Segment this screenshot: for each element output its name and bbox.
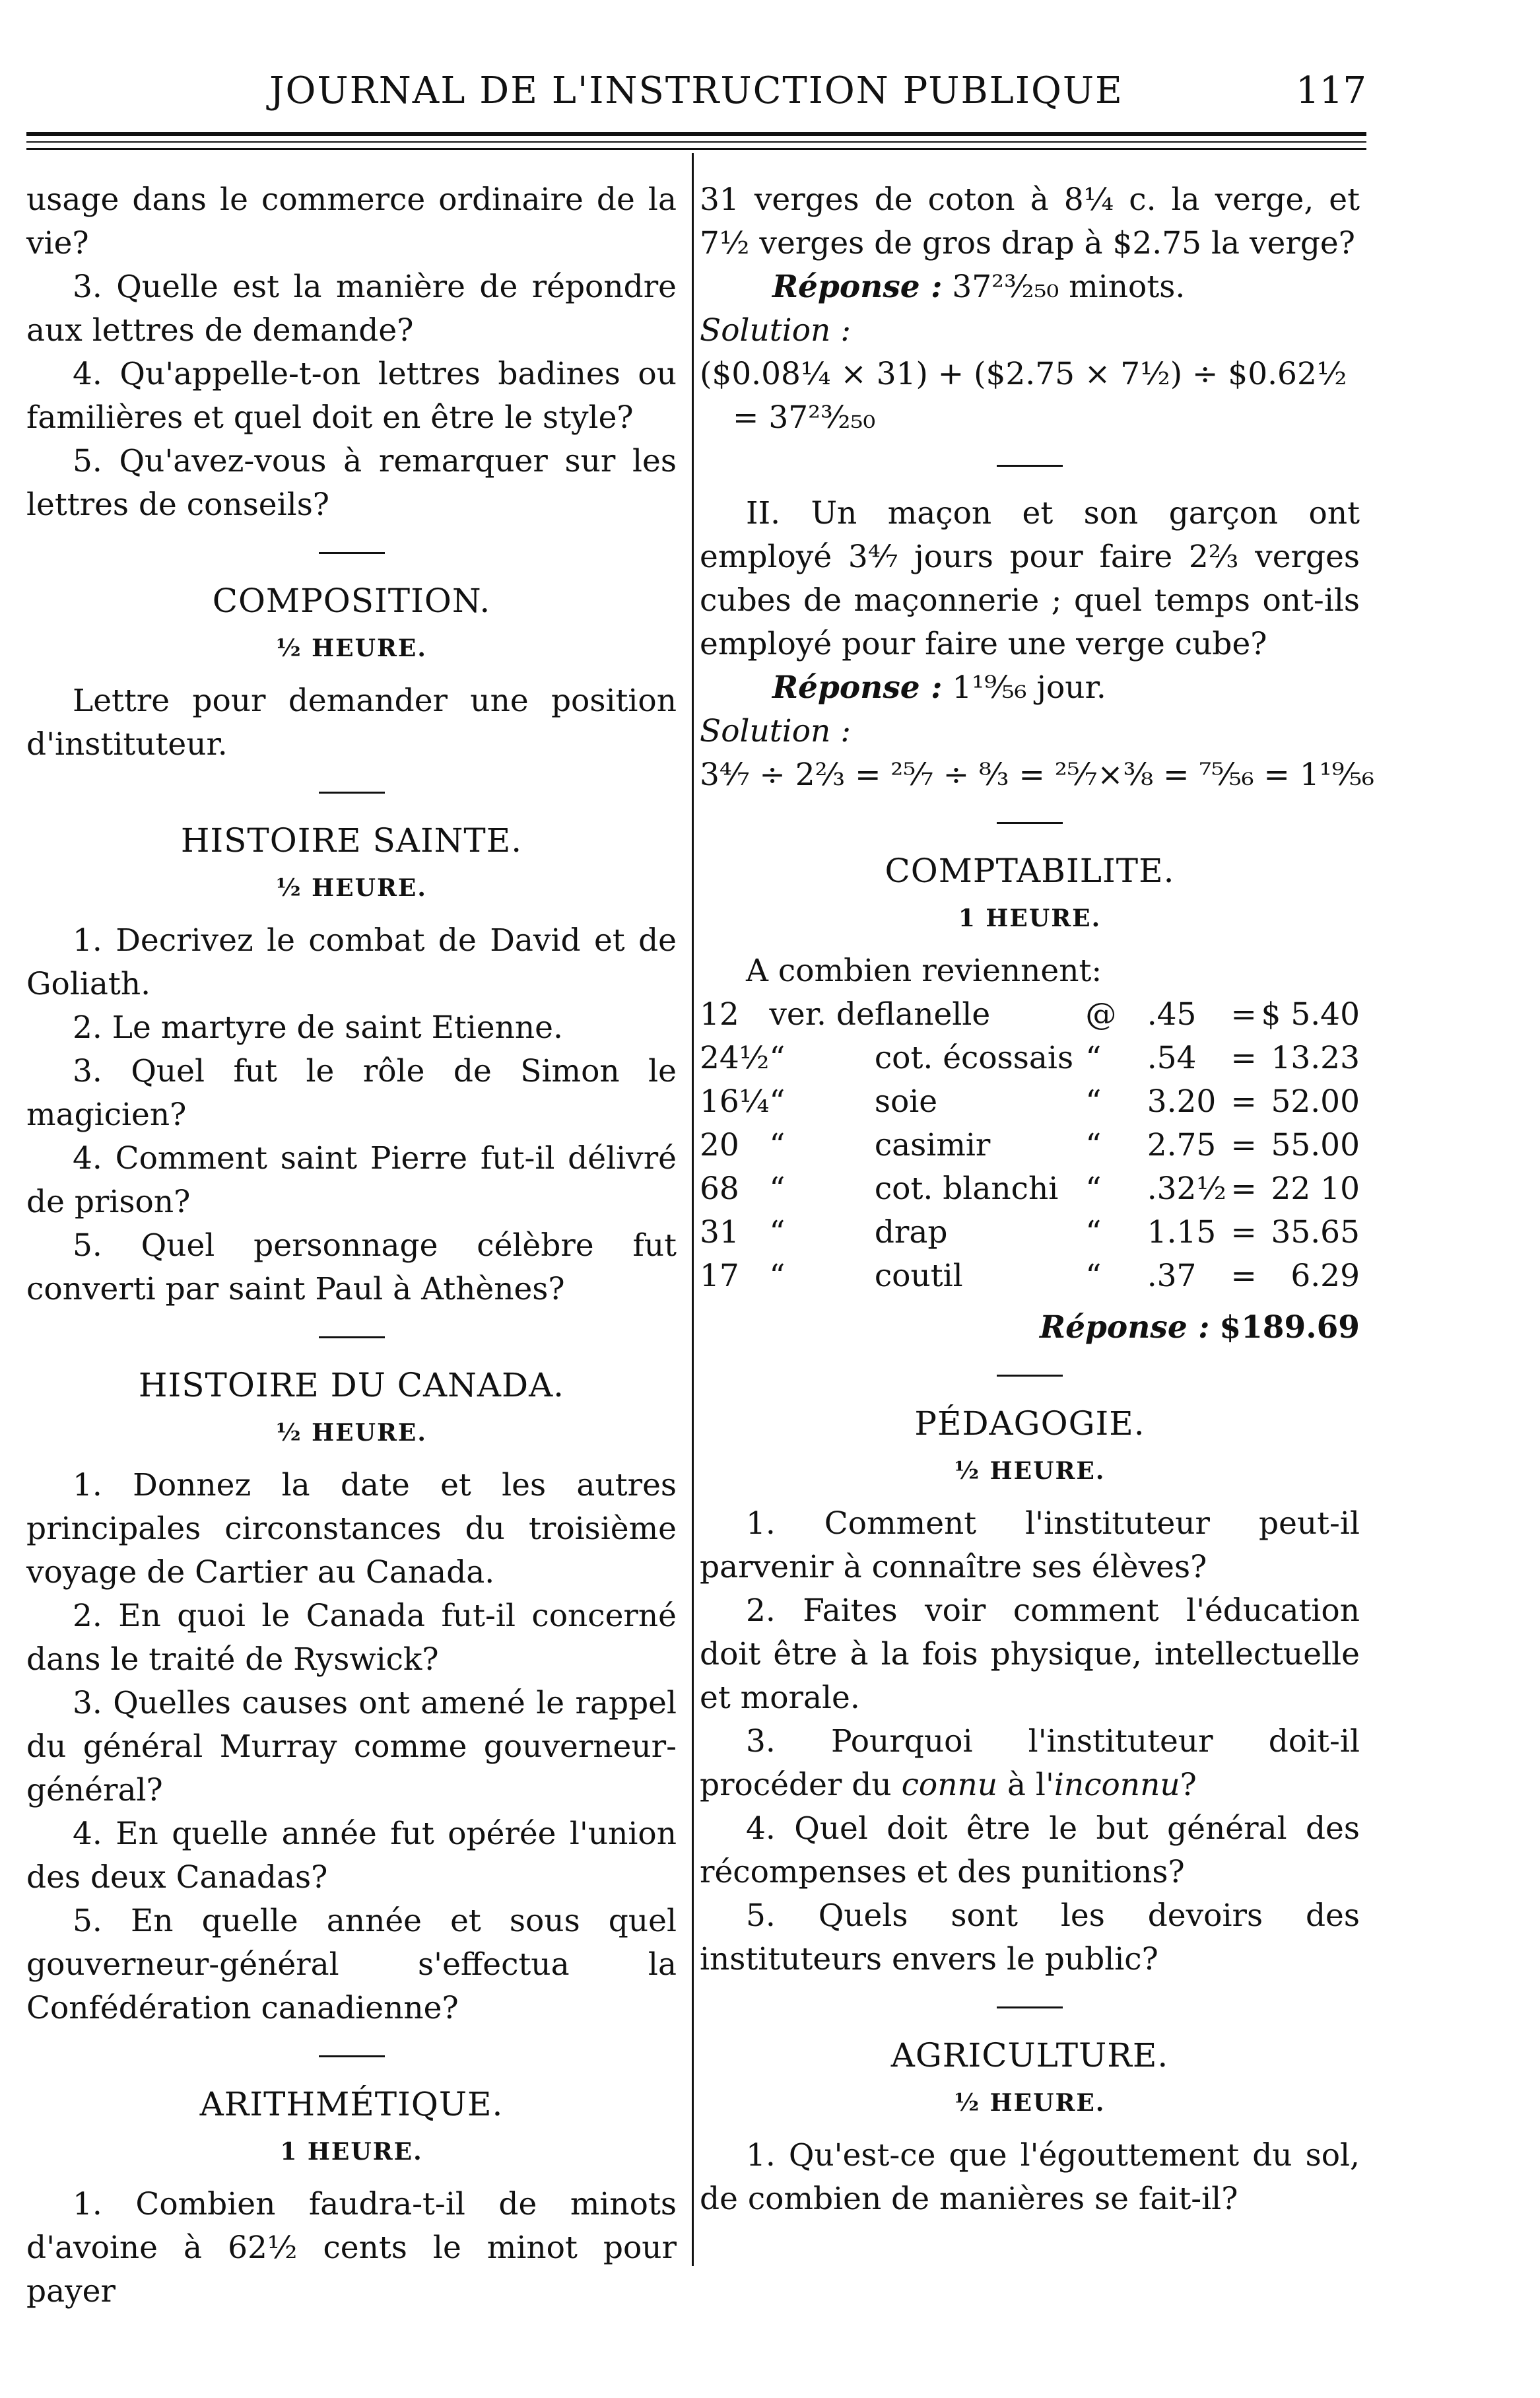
ledger-row (700, 1254, 1360, 1298)
ledger-cell-amount: 55.00 (1271, 1127, 1360, 1163)
ledger-cell-eq: = (1230, 996, 1257, 1033)
ledger-cell-price: .37 (1147, 1258, 1197, 1294)
question-item: 5. Quel personnage célèbre fut converti par saint Paul à Athènes? (26, 1227, 677, 1307)
ledger-cell-at: “ (1085, 1258, 1102, 1294)
ledger-cell-at: “ (1085, 1171, 1102, 1207)
ledger-cell-unit: “ (769, 1040, 786, 1076)
ledger-cell-eq: = (1230, 1258, 1257, 1294)
ledger-cell-unit: ver. de (769, 996, 875, 1033)
ledger-row (700, 1080, 1360, 1124)
section-separator (997, 1375, 1063, 1377)
question-item: 2. Faites voir comment l'éducation doit être à la fois physique, intellectuelle et morale. (700, 1593, 1360, 1716)
ledger-cell-qty: 31 (700, 1214, 739, 1250)
question-item: 1. Combien faudra-t-il de minots d'avoine à 62½ cents le minot pour payer (26, 2186, 677, 2310)
column-divider (692, 153, 694, 2266)
section-title-agriculture: AGRICULTURE. (890, 2036, 1169, 2074)
ledger-total (700, 1306, 1360, 1350)
question-item: 3. Quelle est la manière de répondre aux lettres de demande? (26, 269, 677, 349)
ledger-cell-qty: 16¼ (700, 1083, 770, 1120)
question-text: 3. Pourquoi l'instituteur doit-il procéder du (700, 1723, 1360, 1803)
header-rule-thick (26, 132, 1366, 136)
ledger-row (700, 1167, 1360, 1211)
section-title-pedagogie: PÉDAGOGIE. (914, 1404, 1145, 1443)
section-duration: ½ HEURE. (276, 1419, 427, 1447)
question-item: 4. En quelle année fut opérée l'union des deux Canadas? (26, 1816, 677, 1896)
ledger-cell-item: cot. écossais (874, 1040, 1074, 1076)
left-column (26, 178, 677, 2313)
question-item: 1. Donnez la date et les autres principales circonstances du troisième voyage de Cartier au Canada. (26, 1467, 677, 1591)
question-item: 1. Qu'est-ce que l'égouttement du sol, de combien de manières se fait-il? (700, 2137, 1360, 2217)
section-title-histoire-sainte: HISTOIRE SAINTE. (180, 821, 523, 860)
solution-equation: 3⁴⁄₇ ÷ 2⅔ = ²⁵⁄₇ ÷ ⁸⁄₃ = ²⁵⁄₇×³⁄₈ = ⁷⁵⁄₅₆ = 1¹⁹⁄₅₆ (700, 757, 1374, 793)
ledger-cell-price: .45 (1147, 996, 1197, 1033)
ledger-cell-price: 1.15 (1147, 1214, 1217, 1250)
ledger-cell-price: .32½ (1147, 1171, 1226, 1207)
answer-label: Réponse : (772, 269, 943, 305)
question-item: 5. En quelle année et sous quel gouverneur-général s'effectua la Confédération canadienne? (26, 1903, 677, 2026)
question-item: 4. Qu'appelle-t-on lettres badines ou familières et quel doit en être le style? (26, 356, 677, 436)
ledger-cell-eq: = (1230, 1083, 1257, 1120)
ledger-intro: A combien reviennent: (746, 953, 1102, 989)
ledger-cell-price: 2.75 (1147, 1127, 1217, 1163)
section-title-composition: COMPOSITION. (212, 582, 491, 620)
question-item: 4. Comment saint Pierre fut-il délivré de prison? (26, 1140, 677, 1220)
ledger-cell-at: “ (1085, 1040, 1102, 1076)
question-emphasis: inconnu (1054, 1767, 1180, 1803)
answer-line (700, 265, 1360, 309)
section-duration: ½ HEURE. (276, 874, 427, 902)
question-emphasis: connu (901, 1767, 998, 1803)
ledger-cell-unit: “ (769, 1083, 786, 1120)
ledger-cell-amount: $ 5.40 (1261, 996, 1360, 1033)
answer-value: 37²³⁄₂₅₀ minots. (952, 269, 1186, 305)
section-separator (997, 465, 1063, 467)
section-separator (319, 552, 385, 554)
ledger-cell-qty: 68 (700, 1171, 739, 1207)
question-text: ? (1180, 1767, 1197, 1803)
ledger-cell-unit: “ (769, 1214, 786, 1250)
ledger-cell-at: “ (1085, 1083, 1102, 1120)
page-number: 117 (1296, 69, 1366, 112)
ledger-cell-amount: 13.23 (1271, 1040, 1360, 1076)
ledger-cell-item: coutil (874, 1258, 963, 1294)
ledger-cell-item: soie (874, 1083, 938, 1120)
ledger-cell-eq: = (1230, 1171, 1257, 1207)
question-item: 2. En quoi le Canada fut-il concerné dans le traité de Ryswick? (26, 1598, 677, 1678)
question-item: 2. Le martyre de saint Etienne. (73, 1010, 563, 1046)
ledger-cell-item: casimir (874, 1127, 991, 1163)
ledger-cell-item: cot. blanchi (874, 1171, 1059, 1207)
ledger-cell-at: @ (1085, 996, 1117, 1033)
section-duration: ½ HEURE. (954, 1457, 1106, 1485)
ledger-cell-eq: = (1230, 1214, 1257, 1250)
question-item: 4. Quel doit être le but général des récompenses et des punitions? (700, 1810, 1360, 1890)
section-title-arithmetique: ARITHMÉTIQUE. (199, 2085, 504, 2123)
section-duration: ½ HEURE. (954, 2089, 1106, 2117)
ledger-row (700, 1124, 1360, 1167)
ledger-cell-price: 3.20 (1147, 1083, 1217, 1120)
section-separator (319, 1336, 385, 1338)
ledger-cell-unit: “ (769, 1258, 786, 1294)
solution-equation: = 37²³⁄₂₅₀ (733, 399, 876, 436)
section-title-histoire-canada: HISTOIRE DU CANADA. (138, 1366, 565, 1404)
right-column (700, 178, 1374, 2221)
question-item (700, 1720, 1360, 1807)
ledger-cell-eq: = (1230, 1127, 1257, 1163)
ledger-cell-at: “ (1085, 1214, 1102, 1250)
ledger-cell-qty: 20 (700, 1127, 739, 1163)
question-continuation: usage dans le commerce ordinaire de la vie? (26, 182, 677, 261)
answer-value: $189.69 (1219, 1309, 1360, 1346)
solution-label: Solution : (700, 312, 852, 349)
ledger-cell-price: .54 (1147, 1040, 1197, 1076)
section-separator (997, 822, 1063, 824)
question-item: II. Un maçon et son garçon ont employé 3⁴⁄₇ jours pour faire 2⅔ verges cubes de maçonnerie ; quel temps ont-ils employé pour faire une verge cube? (700, 495, 1360, 662)
ledger-cell-eq: = (1230, 1040, 1257, 1076)
section-separator (997, 2006, 1063, 2008)
ledger-cell-item: flanelle (874, 996, 991, 1033)
ledger-cell-amount: 52.00 (1271, 1083, 1360, 1120)
ledger-cell-amount: 35.65 (1271, 1214, 1360, 1250)
ledger-cell-item: drap (874, 1214, 948, 1250)
header-rule-thin (26, 141, 1366, 143)
section-duration: ½ HEURE. (276, 634, 427, 662)
journal-title: JOURNAL DE L'INSTRUCTION PUBLIQUE (269, 69, 1123, 112)
answer-label: Réponse : (772, 669, 943, 706)
ledger-row (700, 993, 1360, 1037)
ledger-cell-unit: “ (769, 1127, 786, 1163)
page-header (26, 63, 1366, 122)
question-item: 1. Decrivez le combat de David et de Goliath. (26, 922, 677, 1002)
question-item: 3. Quelles causes ont amené le rappel du général Murray comme gouverneur-général? (26, 1685, 677, 1808)
ledger-row (700, 1037, 1360, 1080)
ledger-cell-amount: 6.29 (1290, 1258, 1360, 1294)
section-separator (319, 2055, 385, 2057)
section-duration: 1 HEURE. (280, 2138, 423, 2166)
solution-label: Solution : (700, 713, 852, 749)
ledger-table (700, 993, 1360, 1298)
question-item: 5. Quels sont les devoirs des instituteurs envers le public? (700, 1898, 1360, 1977)
section-title-comptabilite: COMPTABILITE. (885, 852, 1175, 890)
solution-equation: ($0.08¼ × 31) + ($2.75 × 7½) ÷ $0.62½ (700, 356, 1347, 392)
question-item: 5. Qu'avez-vous à remarquer sur les lettres de conseils? (26, 443, 677, 523)
header-rule-bottom (26, 148, 1366, 150)
question-continuation: 31 verges de coton à 8¼ c. la verge, et 7½ verges de gros drap à $2.75 la verge? (700, 182, 1360, 261)
section-duration: 1 HEURE. (958, 905, 1102, 932)
ledger-cell-qty: 12 (700, 996, 739, 1033)
answer-value: 1¹⁹⁄₅₆ jour. (952, 669, 1106, 706)
composition-text: Lettre pour demander une position d'instituteur. (26, 683, 677, 763)
ledger-cell-unit: “ (769, 1171, 786, 1207)
answer-label: Réponse : (1040, 1309, 1210, 1346)
question-text: à l' (997, 1767, 1054, 1803)
ledger-cell-qty: 17 (700, 1258, 739, 1294)
section-separator (319, 792, 385, 794)
ledger-cell-qty: 24½ (700, 1040, 770, 1076)
ledger-row (700, 1211, 1360, 1254)
question-item: 1. Comment l'instituteur peut-il parvenir à connaître ses élèves? (700, 1505, 1360, 1585)
question-item: 3. Quel fut le rôle de Simon le magicien? (26, 1053, 677, 1133)
answer-line (700, 666, 1360, 710)
ledger-cell-amount: 22 10 (1271, 1171, 1360, 1207)
ledger-cell-at: “ (1085, 1127, 1102, 1163)
